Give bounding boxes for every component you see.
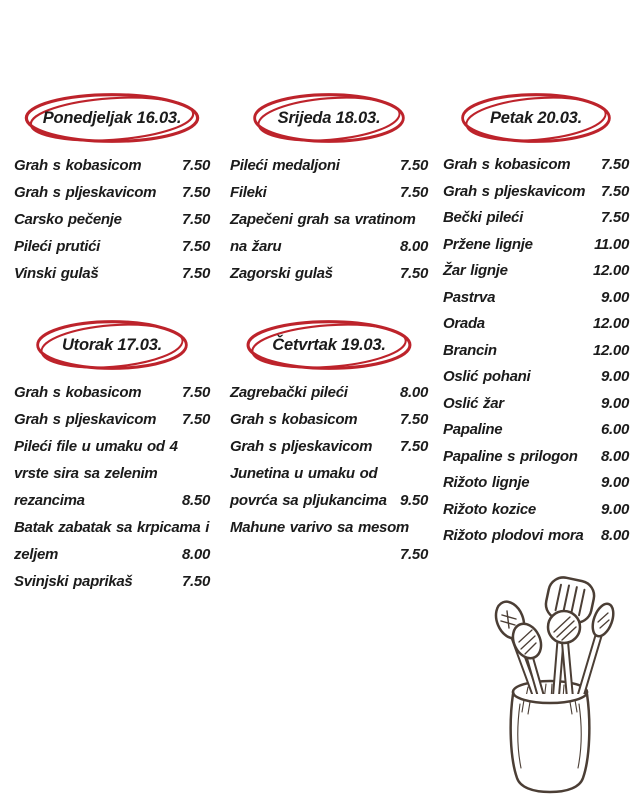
menu-item [14,260,210,287]
menu-item-name: Fileki [230,184,267,201]
menu-item-price: 8.00 [601,527,629,544]
menu-item [14,233,210,260]
day-header [14,317,210,373]
menu-item [443,285,629,312]
menu-item [230,179,428,206]
menu-item-name: Batak zabatak sa krpicama i zeljem [14,519,210,563]
menu-item-name: Grah s pljeskavicom [230,438,373,455]
menu-item-price: 7.50 [601,156,629,173]
menu-column-1 [14,90,210,595]
menu-item [443,470,629,497]
menu-item-price: 7.50 [601,209,629,226]
day-title: Srijeda 18.03. [277,108,381,127]
menu-item [230,514,428,568]
menu-item [230,152,428,179]
menu-item [14,379,210,406]
menu-item-name: Zagorski gulaš [230,265,333,282]
menu-item-price: 7.50 [400,184,428,201]
menu-item-name: Papaline s prilogon [443,447,578,465]
menu-item-name: Rižoto lignje [443,474,530,491]
menu-item-name: Pileći medaljoni [230,157,340,174]
menu-item-name: Grah s pljeskavicom [14,411,157,428]
day-header [230,90,428,146]
menu-item-name: Orada [443,315,485,332]
day-section-utorak [14,317,210,595]
menu-item-name: Carsko pečenje [14,211,122,228]
menu-item-name: Brancin [443,341,497,359]
day-header [14,90,210,146]
menu-item-price: 7.50 [182,238,210,255]
day-title: Petak 20.03. [489,108,583,127]
day-section-srijeda [230,90,428,287]
menu-item-name: Grah s pljeskavicom [14,184,157,201]
menu-items-list [443,152,629,550]
menu-item-name: Grah s kobasicom [443,156,571,173]
menu-item-name: Papaline [443,421,503,438]
menu-item [443,258,629,285]
menu-item [443,523,629,550]
day-section-ponedjeljak [14,90,210,287]
menu-items-list [230,379,428,568]
menu-item-name: Grah s kobasicom [230,411,358,428]
menu-item-price: 7.50 [182,573,210,590]
day-header [230,317,428,373]
day-title: Ponedjeljak 16.03. [42,108,182,127]
menu-item [14,406,210,433]
menu-item [443,152,629,179]
menu-item-price: 8.50 [182,492,210,509]
menu-item [14,179,210,206]
menu-item-price: 8.00 [601,447,629,465]
menu-item-price: 7.50 [182,384,210,401]
menu-item [443,205,629,232]
menu-item-price: 12.00 [592,341,629,359]
menu-item-price: 12.00 [592,262,629,279]
menu-item-price: 9.50 [400,492,428,509]
menu-item-name: Junetina u umaku od povrća sa pljukancima [230,465,387,509]
menu-items-list [230,152,428,287]
menu-item-name: Bečki pileći [443,209,523,226]
day-title: Četvrtak 19.03. [272,335,386,354]
menu-item-price: 9.00 [601,474,629,491]
menu-item-price: 12.00 [592,315,629,332]
menu-item-name: Zapečeni grah sa vratinom na žaru [230,211,416,255]
menu-item [443,364,629,391]
menu-item-name: Grah s kobasicom [14,157,142,174]
menu-column-3 [443,90,629,550]
day-header [443,90,629,146]
day-section-petak [443,90,629,550]
menu-item [14,514,210,568]
menu-item-name: Svinjski paprikaš [14,573,133,590]
menu-item-name: Pileći file u umaku od 4 vrste sira sa zelenim rezancima [14,438,178,509]
menu-item-name: Pržene lignje [443,235,533,253]
menu-item-price: 9.00 [601,368,629,385]
menu-item [443,497,629,524]
menu-item-name: Vinski gulaš [14,265,99,282]
menu-item-price: 9.00 [601,500,629,518]
menu-item [443,417,629,444]
menu-item [443,179,629,206]
menu-item-name: Rižoto kozice [443,500,536,518]
menu-item-price: 7.50 [400,265,428,282]
menu-item [443,444,629,471]
menu-item-price: 9.00 [601,394,629,412]
menu-item [443,311,629,338]
menu-item-price: 7.50 [182,265,210,282]
menu-item [443,338,629,365]
menu-item-price: 6.00 [601,421,629,438]
menu-item-name: Oslić žar [443,394,504,412]
menu-item [230,406,428,433]
menu-item-name: Pastrva [443,288,496,306]
menu-item-price: 7.50 [182,157,210,174]
menu-items-list [14,379,210,595]
menu-item-name: Zagrebački pileći [230,384,348,401]
menu-item [14,206,210,233]
menu-item-name: Žar lignje [443,262,508,279]
menu-item [443,232,629,259]
menu-item [14,568,210,595]
menu-item-name: Grah s kobasicom [14,384,142,401]
menu-item-price: 7.50 [400,546,428,563]
menu-item-price: 9.00 [601,288,629,306]
menu-item-price: 7.50 [182,211,210,228]
day-section-cetvrtak [230,317,428,568]
menu-item [230,260,428,287]
menu-item-price: 7.50 [400,438,428,455]
menu-item-name: Grah s pljeskavicom [443,182,586,200]
menu-item [443,391,629,418]
menu-items-list [14,152,210,287]
menu-item-price: 7.50 [182,184,210,201]
menu-item [230,206,428,260]
menu-item-price: 7.50 [400,411,428,428]
menu-item-name: Pileći prutići [14,238,100,255]
menu-item-price: 7.50 [400,157,428,174]
menu-item-price: 11.00 [594,235,629,253]
menu-item-name: Mahune varivo sa mesom [230,519,409,536]
utensils-in-jar-illustration [486,570,618,796]
menu-item [230,379,428,406]
menu-item-price: 7.50 [601,182,629,200]
menu-item-price: 8.00 [400,238,428,255]
menu-item-name: Oslić pohani [443,368,531,385]
menu-item-name: Rižoto plodovi mora [443,527,584,544]
menu-item-price: 8.00 [182,546,210,563]
menu-item [14,433,210,514]
menu-item-price: 7.50 [182,411,210,428]
menu-item [230,460,428,514]
day-title: Utorak 17.03. [61,335,163,354]
menu-item [14,152,210,179]
menu-item [230,433,428,460]
menu-column-2 [230,90,428,568]
menu-item-price: 8.00 [400,384,428,401]
